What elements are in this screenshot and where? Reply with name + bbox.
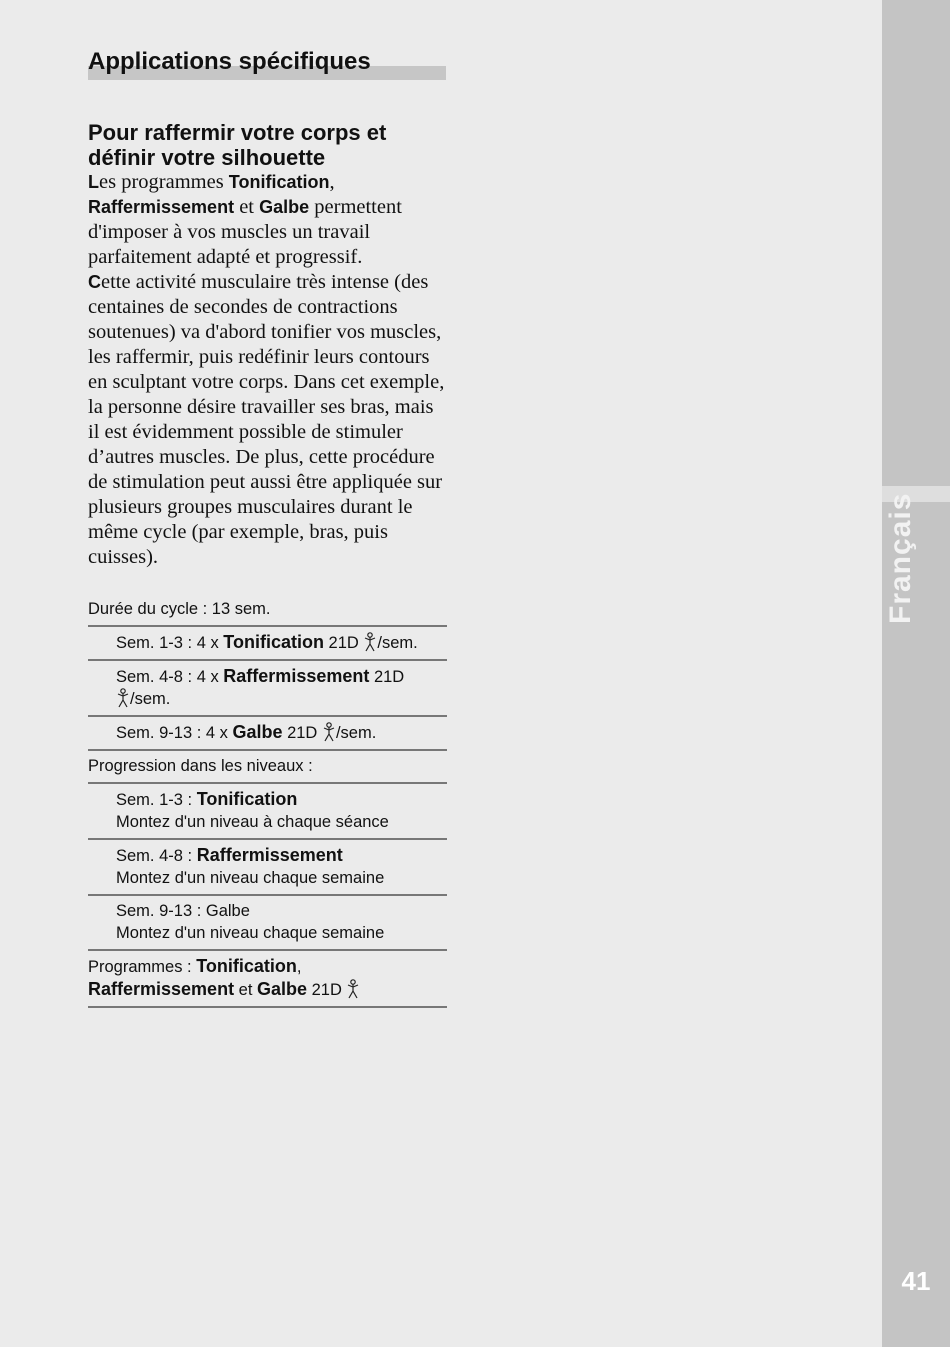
week-range: Sem. 1-3 : [116,791,197,809]
program-name: Raffermissement [223,666,370,686]
section-title [88,44,448,84]
program-name: Galbe [257,979,308,999]
frequency-unit: /sem. [335,724,377,742]
body-figure-icon [322,722,336,742]
progression-note: Montez d'un niveau à chaque séance [116,813,389,831]
program-name: Raffermissement [88,197,235,217]
text-run: , [329,171,335,193]
section-title-text: Applications spécifiques [88,48,371,75]
week-range: Sem. 9-13 : 4 x [116,724,233,742]
program-code: 21D [307,981,347,999]
page-number: 41 [901,1266,931,1296]
program-name: Galbe [205,902,250,920]
week-range: Sem. 1-3 : 4 x [116,634,224,652]
week-range: Sem. 4-8 : [116,847,197,865]
sidebar [882,0,950,1347]
program-code: 21D [323,634,364,652]
paragraph-2 [88,270,448,570]
programs-label: Programmes : [88,958,197,976]
subheading: Pour raffermir votre corps et définir votre silhouette [88,120,387,170]
drop-cap: C [88,272,101,292]
week-range: Sem. 4-8 : 4 x [116,668,224,686]
frequency-unit: /sem. [130,690,171,708]
body-figure-icon [346,979,360,999]
frequency-unit: /sem. [377,634,418,652]
program-name: Tonification [228,172,330,192]
program-code: 21D [282,724,322,742]
text-run: es programmes [99,171,229,193]
schedule-row [88,661,447,717]
progression-note: Montez d'un niveau chaque semaine [116,869,385,887]
separator: , [296,958,302,976]
body-figure-icon [363,632,377,652]
program-code: 21D [369,668,405,686]
cycle-duration: Durée du cycle : 13 sem. [88,594,447,627]
main-content [88,44,448,1008]
program-name: Tonification [196,789,298,809]
schedule-row [88,627,447,661]
text-run: et [234,196,260,218]
progression-note: Montez d'un niveau chaque semaine [116,924,385,942]
body-figure-icon [116,688,130,708]
progression-row [88,896,447,951]
text-run: permettent d'imposer à vos muscles un travail parfaitement adapté et progressif. [88,196,402,268]
drop-cap: L [88,172,99,192]
progression-row [88,784,447,840]
programs-summary [88,951,447,1008]
paragraph-1 [88,170,448,270]
program-name: Galbe [232,722,283,742]
program-name: Galbe [259,197,310,217]
program-name: Tonification [196,956,297,976]
program-name: Raffermissement [88,979,235,999]
progression-row [88,840,447,896]
week-range: Sem. 9-13 : [116,902,206,920]
program-table [88,594,447,1008]
text-run: ette activité musculaire très intense (des centaines de secondes de contractions soutenues) va d'abord tonifier vos muscles, les raffermir, puis redéfinir leurs contours en sculptant votre corps. Dans cet exemple, la personne désire travailler ses bras, mais il est évidemment possible de stimuler d’autres muscles. De plus, cette procédure de stimulation peut aussi être appliquée sur plusieurs groupes musculaires durant le même cycle (par exemple, bras, puis cuisses). [88,271,445,568]
progression-label: Progression dans les niveaux : [88,751,447,784]
program-name: Raffermissement [196,845,343,865]
schedule-row [88,717,447,751]
program-name: Tonification [223,632,324,652]
language-label: Français [884,492,917,624]
separator: et [234,981,257,999]
